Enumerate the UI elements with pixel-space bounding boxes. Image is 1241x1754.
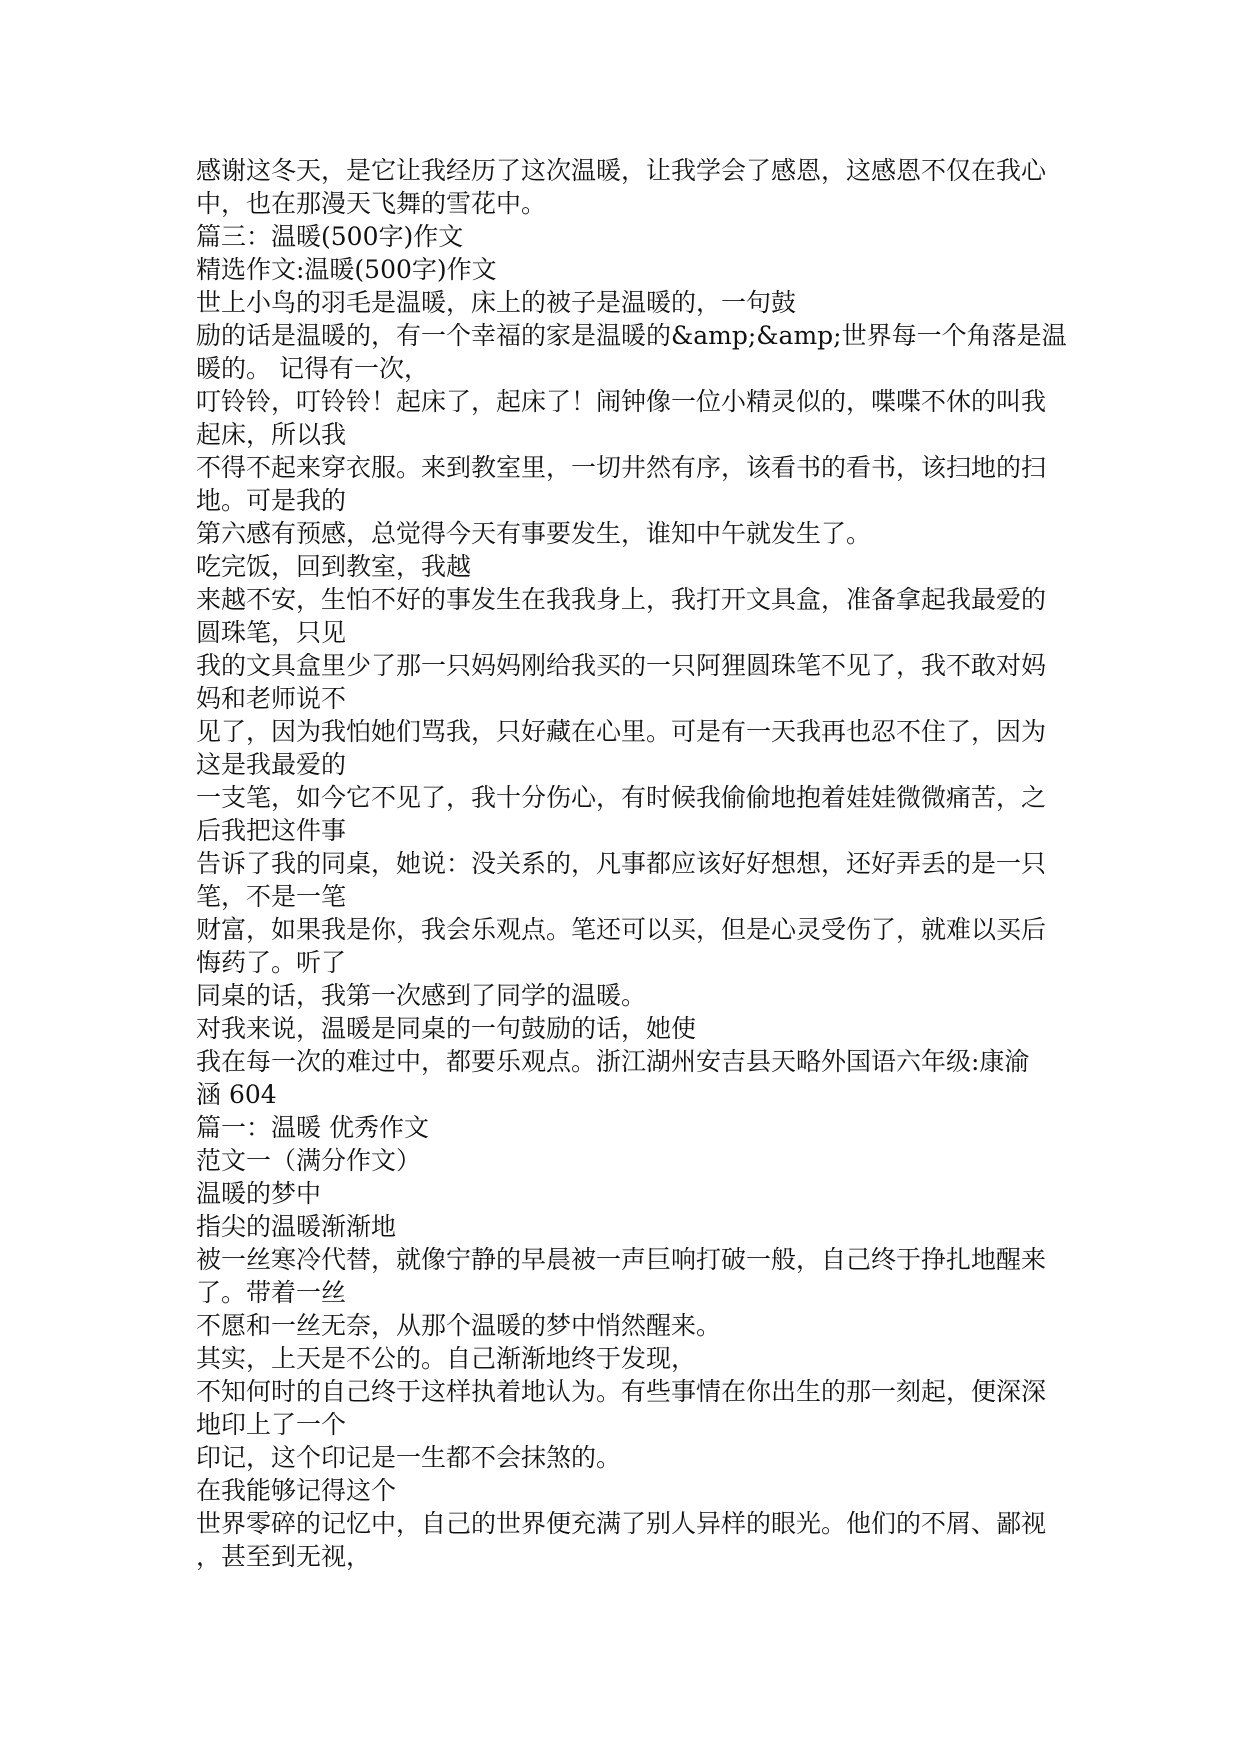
text-line: 不愿和一丝无奈，从那个温暖的梦中悄然醒来。	[196, 1311, 722, 1340]
text-line: 指尖的温暖渐渐地	[196, 1212, 397, 1241]
text-line: 不知何时的自己终于这样执着地认为。有些事情在你出生的那一刻起，便深深	[196, 1377, 1047, 1406]
text-line: 感谢这冬天，是它让我经历了这次温暖，让我学会了感恩，这感恩不仅在我心	[196, 156, 1047, 185]
section-heading: 篇一：温暖 优秀作文	[196, 1113, 429, 1142]
text-line: 我的文具盒里少了那一只妈妈刚给我买的一只阿狸圆珠笔不见了，我不敢对妈	[196, 651, 1047, 680]
text-line: 地印上了一个	[196, 1410, 347, 1439]
text-line: 涵 604	[196, 1080, 277, 1109]
text-line: 笔，不是一笔	[196, 882, 347, 911]
text-line: 悔药了。听了	[196, 948, 347, 977]
text-line: 后我把这件事	[196, 816, 347, 845]
section-heading: 篇三：温暖(500字)作文	[196, 222, 464, 251]
text-line: 对我来说，温暖是同桌的一句鼓励的话，她使	[196, 1014, 697, 1043]
text-line: 吃完饭，回到教室，我越	[196, 552, 472, 581]
text-line: 来越不安，生怕不好的事发生在我我身上，我打开文具盒，准备拿起我最爱的	[196, 585, 1047, 614]
text-line: 告诉了我的同桌，她说：没关系的，凡事都应该好好想想，还好弄丢的是一只	[196, 849, 1047, 878]
text-line: 财富，如果我是你，我会乐观点。笔还可以买，但是心灵受伤了，就难以买后	[196, 915, 1047, 944]
text-line: 地。可是我的	[196, 486, 347, 515]
text-line: 暖的。 记得有一次，	[196, 354, 429, 383]
text-line: 世上小鸟的羽毛是温暖，床上的被子是温暖的，一句鼓	[196, 288, 797, 317]
text-line: 被一丝寒冷代替，就像宁静的早晨被一声巨响打破一般，自己终于挣扎地醒来	[196, 1245, 1047, 1274]
text-line: 我在每一次的难过中，都要乐观点。浙江湖州安吉县天略外国语六年级:康渝	[196, 1047, 1030, 1076]
text-line: 见了，因为我怕她们骂我，只好藏在心里。可是有一天我再也忍不住了，因为	[196, 717, 1047, 746]
text-line: 中，也在那漫天飞舞的雪花中。	[196, 189, 547, 218]
text-line: 不得不起来穿衣服。来到教室里，一切井然有序，该看书的看书，该扫地的扫	[196, 453, 1047, 482]
text-line: 励的话是温暖的，有一个幸福的家是温暖的&amp;&amp;世界每一个角落是温	[196, 321, 1067, 350]
text-line: 这是我最爱的	[196, 750, 347, 779]
text-line: 一支笔，如今它不见了，我十分伤心，有时候我偷偷地抱着娃娃微微痛苦，之	[196, 783, 1047, 812]
text-line: 圆珠笔，只见	[196, 618, 347, 647]
text-line: 第六感有预感，总觉得今天有事要发生，谁知中午就发生了。	[196, 519, 872, 548]
text-line: 妈和老师说不	[196, 684, 347, 713]
text-line: 世界零碎的记忆中，自己的世界便充满了别人异样的眼光。他们的不屑、鄙视	[196, 1509, 1047, 1538]
text-line: 在我能够记得这个	[196, 1476, 397, 1505]
text-line: 起床，所以我	[196, 420, 347, 449]
text-line: 了。带着一丝	[196, 1278, 347, 1307]
text-line: ，甚至到无视，	[196, 1542, 372, 1571]
essay-title: 温暖的梦中	[196, 1179, 322, 1208]
section-subheading: 精选作文:温暖(500字)作文	[196, 255, 497, 284]
text-line: 其实，上天是不公的。自己渐渐地终于发现，	[196, 1344, 697, 1373]
text-line: 同桌的话，我第一次感到了同学的温暖。	[196, 981, 647, 1010]
text-line: 叮铃铃，叮铃铃！起床了，起床了！闹钟像一位小精灵似的，喋喋不休的叫我	[196, 387, 1047, 416]
text-line: 印记，这个印记是一生都不会抹煞的。	[196, 1443, 622, 1472]
document-body	[196, 154, 1067, 1573]
section-subheading: 范文一（满分作文）	[196, 1146, 422, 1175]
